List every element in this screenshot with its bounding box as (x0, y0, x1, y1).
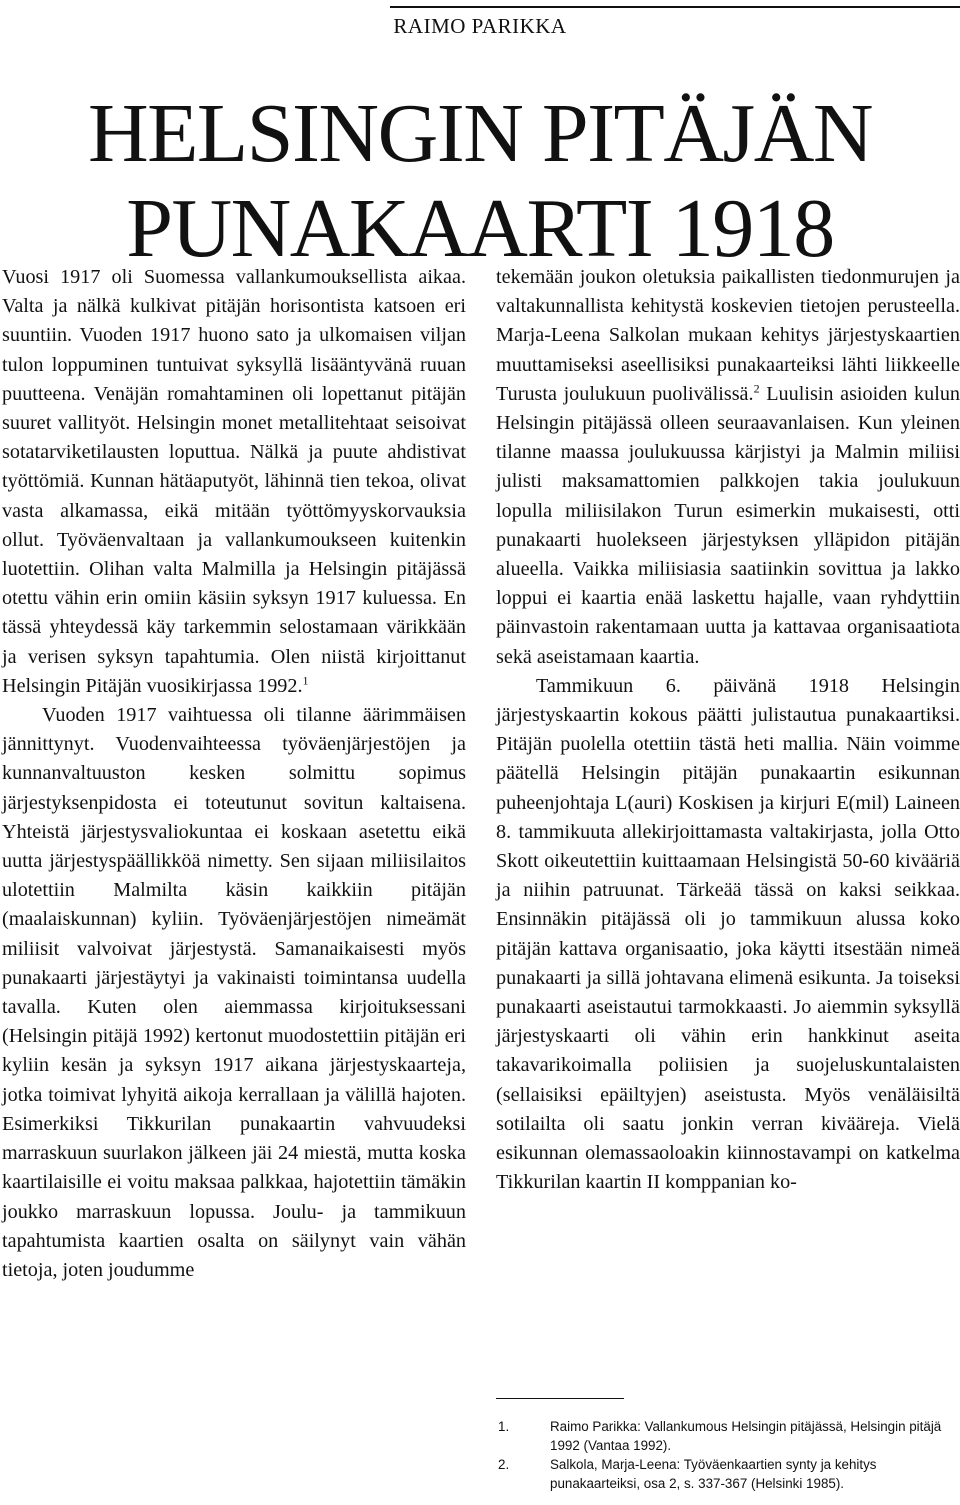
footnote-ref-1: 1 (302, 673, 309, 688)
right-paragraph-1 (496, 263, 960, 672)
right-paragraph-1-text-a: tekemään joukon oletuksia paikallisten tiedonmurujen ja valtakunnallista kehitystä koskevien tietojen perusteella. Marja-Leena Salkolan mukaan kehitys järjestyskaartien muuttamiseksi aseellisiksi punakaarteiksi lähti liikkeelle Turusta joulukuun puolivälissä. (496, 266, 960, 405)
footnote-1 (498, 1418, 954, 1455)
footnote-2 (498, 1456, 954, 1493)
left-paragraph-1 (2, 263, 466, 701)
header-rule (390, 6, 960, 8)
footnote-ref-2: 2 (753, 381, 760, 396)
footnote-2-number: 2. (498, 1457, 510, 1472)
title-line-2: PUNAKAARTI 1918 (126, 182, 834, 275)
running-head: RAIMO PARIKKA (393, 14, 567, 38)
left-paragraph-2: Vuoden 1917 vaihtuessa oli tilanne äärimmäisen jännittynyt. Vuodenvaihteessa työväenjärjestöjen ja kunnanvaltuuston kesken solmittu sopimus järjestyksenpidosta ei toteutunut sovitun kaltaisena. Yhteistä järjestysvaliokuntaa ei koskaan asetettu eikä uutta järjestyspäällikköä nimetty. Sen sijaan miliisilaitos ulotettiin Malmilta käsin kaikkiin pitäjän (maalaiskunnan) kyliin. Työväenjärjestöjen nimeämät miliisit valvoivat järjestystä. Samanaikaisesti myös punakaarti järjestäytyi ja vakinaisti toimintansa uudella tavalla. Kuten olen aiemmassa kirjoituksessani (Helsingin pitäjä 1992) kertonut muodostettiin pitäjän eri kyliin kesän ja syksyn 1917 aikana järjestyskaarteja, jotka toimivat lyhyitä aikoja kerrallaan ja välillä hajoten. Esimerkiksi Tikkurilan punakaartin vahvuudeksi marraskuun suurlakon jälkeen jäi 24 miestä, mutta koska kaartilaisille ei voitu maksaa palkkaa, hajotettiin tämäkin joukko marraskuun lopussa. Joulu- ja tammikuun tapahtumista kaartien osalta on säilynyt vain vähän tietoja, joten joudumme (2, 704, 466, 1281)
right-paragraph-1-text-b: Luulisin asioiden kulun Helsingin pitäjässä olleen seuraavanlaisen. Kun yleinen tilanne maassa joulukuussa kärjistyi ja Malmin miliisi julisti maksamattomien palkkojen takia joulukuun lopulla miliisilakon Turun esimerkin mukaisesti, otti punakaarti huolekseen järjestyksen ylläpidon pitäjän alueella. Vaikka miliisiasia saatiinkin sovittua ja lakko loppui ei kaartia enää laskettu hajalle, vaan ryhdyttiin päinvastoin rakentamaan uutta ja kattavaa organisaatiota sekä aseistamaan kaartia. (496, 382, 960, 668)
title-line-1: HELSINGIN PITÄJÄN (87, 87, 873, 180)
left-paragraph-1-text: Vuosi 1917 oli Suomessa vallankumouksellista aikaa. Valta ja nälkä kulkivat pitäjän horisontista katsoen eri suuntiin. Vuoden 1917 huono sato ja ulkomaisen viljan tulon loppuminen tuntuivat syksyllä lisääntyvänä ruuan puutteena. Venäjän romahtaminen oli lopettanut pitäjän suuret vallityöt. Helsingin monet metallitehtaat seisoivat sotatarviketilausten loputtua. Nälkä ja puute ahdistivat työttömiä. Kunnan hätäaputyöt, lähinnä tien tekoa, olivat vasta alkamassa, eikä mitään työttömyyskorvauksia ollut. Työväenvaltaan ja vallankumoukseen kuitenkin luotettiin. Olihan valta Malmilla ja Helsingin pitäjässä otettu vähin erin omiin käsiin syksyn 1917 kuluessa. En tässä yhteydessä käy tarkemmin selostamaan värikkään ja verisen syksyn tapahtumia. Olen niistä kirjoittanut Helsingin Pitäjän vuosikirjassa 1992. (2, 266, 466, 697)
article-title (0, 86, 960, 276)
right-paragraph-2: Tammikuun 6. päivänä 1918 Helsingin järjestyskaartin kokous päätti julistautua punakaartiksi. Pitäjän puolella otettiin tästä heti mallia. Näin voimme päätellä Helsingin pitäjän punakaartin esikunnan puheenjohtaja L(auri) Koskisen ja kirjuri E(mil) Laineen 8. tammikuuta allekirjoittamasta valtakirjasta, jolla Otto Skott oikeutettiin kuittaamaan Helsingistä 50-60 kivääriä ja niihin patruunat. Tärkeää tässä on kaksi seikkaa. Ensinnäkin pitäjässä oli jo tammikuun alussa koko pitäjän kattava organisaatio, joka käytti itsestään nimeä punakaarti ja sillä johtavana elimenä esikunta. Ja toiseksi punakaarti aseistautui tarmokkaasti. Jo aiemmin syksyllä järjestyskaarti oli vähin erin hankkinut aseita takavarikoimalla poliisien ja suojeluskuntalaisten (sellaisiksi epäiltyjen) aseistusta. Myös venäläisiltä sotilailta oli saatu jonkin verran kivääreja. Vielä esikunnan olemassaoloakin kiinnostavampi on katkelma Tikkurilan kaartin II komppanian ko- (496, 674, 960, 1194)
left-column (2, 263, 466, 1285)
footnote-2-text: Salkola, Marja-Leena: Työväenkaartien synty ja kehitys punakaarteiksi, osa 2, s. 337-367 (Helsinki 1985). (550, 1457, 877, 1491)
right-column (496, 263, 960, 1198)
footnote-1-number: 1. (498, 1419, 510, 1434)
footnote-1-text: Raimo Parikka: Vallankumous Helsingin pitäjässä, Helsingin pitäjä 1992 (Vantaa 1992). (550, 1419, 942, 1453)
footnotes (498, 1418, 954, 1494)
footnote-rule (496, 1398, 624, 1399)
